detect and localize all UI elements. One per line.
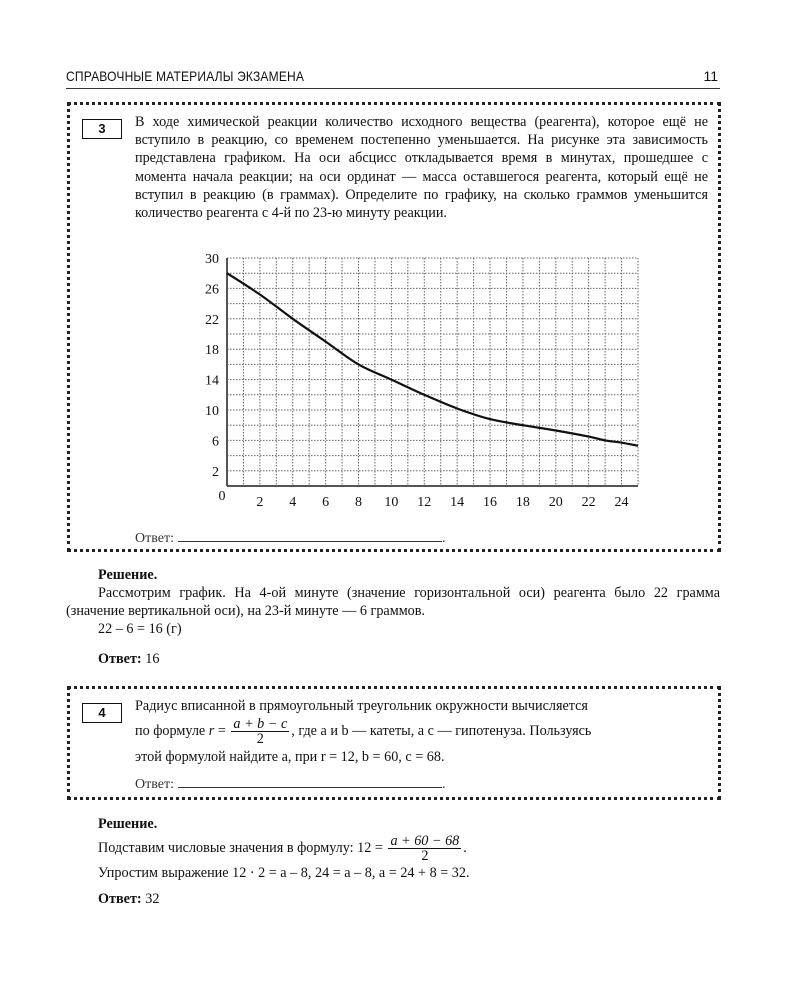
svg-text:4: 4 — [289, 495, 297, 510]
solution-3 — [66, 566, 720, 668]
solution-heading: Решение. — [98, 567, 158, 583]
x-tick-labels — [219, 489, 629, 510]
svg-text:30: 30 — [205, 252, 219, 267]
svg-text:14: 14 — [205, 373, 219, 389]
answer-blank[interactable] — [178, 775, 442, 788]
svg-text:14: 14 — [450, 495, 465, 510]
formula-fraction: $\frac{a + b - c}{2}$ — [233, 716, 288, 747]
svg-text:10: 10 — [384, 495, 399, 510]
task-number: 4 — [82, 703, 122, 723]
svg-text:6: 6 — [212, 434, 219, 450]
task-4-box — [67, 686, 721, 800]
solution-simplify: Упростим выражение 12 · 2 = a – 8, 24 = a – 8, a = 24 + 8 = 32. — [98, 865, 470, 881]
y-tick-labels — [205, 252, 219, 480]
solution-answer: Ответ: 32 — [98, 891, 160, 907]
data-curve — [227, 273, 638, 446]
svg-text:22: 22 — [205, 312, 219, 328]
svg-text:24: 24 — [614, 495, 629, 510]
page-number: 11 — [703, 68, 718, 84]
answer-label: Ответ: — [135, 777, 174, 792]
svg-text:20: 20 — [548, 495, 563, 510]
svg-text:26: 26 — [205, 282, 219, 298]
svg-text:0: 0 — [218, 489, 226, 504]
solution-paragraph: Рассмотрим график. На 4-ой минуте (значение горизонтальной оси) реагента было 22 грамма (значение вертикальной оси), на 23-й минуте — 6 граммов. — [66, 585, 720, 619]
header-title: СПРАВОЧНЫЕ МАТЕРИАЛЫ ЭКЗАМЕНА — [66, 68, 305, 84]
svg-text:8: 8 — [355, 495, 363, 510]
svg-text:18: 18 — [515, 495, 530, 510]
svg-text:12: 12 — [417, 495, 432, 510]
svg-text:18: 18 — [205, 343, 219, 359]
solution-substitution: Подставим числовые значения в формулу: 12 = $\frac{a + 60 - 68}{2}$ . — [98, 833, 467, 864]
svg-text:22: 22 — [581, 495, 596, 510]
page-header — [66, 66, 720, 89]
answer-field[interactable]: Ответ: . — [135, 777, 446, 792]
answer-blank[interactable] — [178, 529, 442, 542]
task-3-text: В ходе химической реакции количество исходного вещества (реагента), которое ещё не вступило в реакцию, со временем постепенно уменьшается. На рисунке эта зависимость представлена графиком. На оси абсцисс откладывается время в минутах, прошедшее с момента начала реакции; на оси ординат — масса оставшегося реагента, который ещё не вступил в реакцию (в граммах). Определите по графику, на сколько граммов уменьшится количество реагента с 4-й по 23-ю минуту реакции. — [135, 114, 708, 222]
svg-text:6: 6 — [322, 495, 330, 510]
solution-heading: Решение. — [98, 816, 158, 832]
chart-grid — [227, 258, 638, 486]
svg-text:2: 2 — [256, 495, 264, 510]
answer-field[interactable]: Ответ: . — [135, 531, 446, 546]
task-number: 3 — [82, 119, 122, 139]
answer-label: Ответ: — [135, 531, 174, 546]
solution-calc: 22 – 6 = 16 (г) — [98, 621, 182, 637]
task-4-text: Радиус вписанной в прямоугольный треугольник окружности вычисляется по формуле r = $\frac{a + b - c}{2}$ , где a и b — катеты, а c — гипотенуза. Пользуясь этой формулой найдите a, при r = 12, b = 60, c = 68. — [135, 698, 592, 765]
solution-4 — [66, 814, 720, 909]
reagent-chart — [190, 250, 650, 515]
svg-text:2: 2 — [212, 464, 219, 480]
svg-text:16: 16 — [483, 495, 498, 510]
svg-text:10: 10 — [205, 404, 219, 419]
solution-answer: Ответ: 16 — [98, 651, 160, 667]
